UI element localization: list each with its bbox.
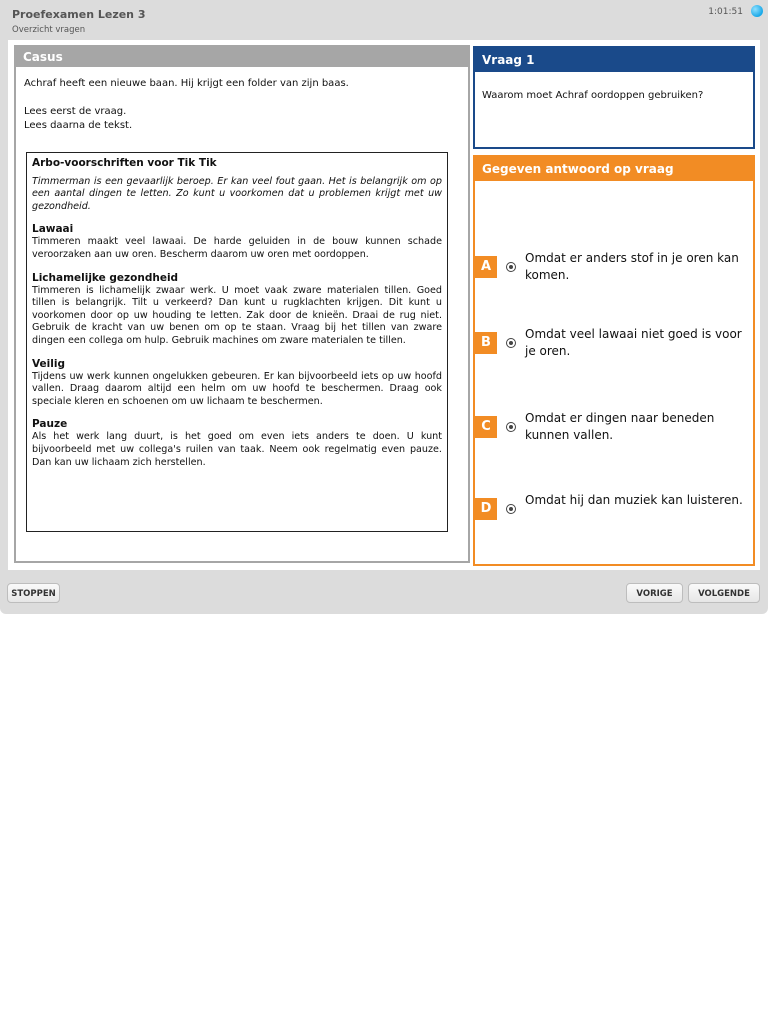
document-section bbox=[32, 223, 442, 261]
document-title: Arbo-voorschriften voor Tik Tik bbox=[32, 157, 217, 169]
reading-text-document bbox=[26, 152, 448, 532]
timer: 1:01:51 bbox=[708, 7, 743, 17]
casus-instruction-line: Lees eerst de vraag. bbox=[24, 106, 127, 117]
casus-intro-line: Achraf heeft een nieuwe baan. Hij krijgt een folder van zijn baas. bbox=[24, 78, 349, 89]
next-button[interactable]: VOLGENDE bbox=[688, 583, 760, 603]
section-body: Timmeren maakt veel lawaai. De harde geluiden in de bouw kunnen schade veroorzaken aan uw oren. Bescherm daarom uw oren met oordoppen. bbox=[32, 236, 442, 260]
stop-button[interactable]: STOPPEN bbox=[7, 583, 60, 603]
casus-panel bbox=[14, 45, 470, 563]
option-letter-badge[interactable]: A bbox=[475, 256, 497, 278]
header-bar bbox=[0, 0, 768, 40]
radio-button-icon[interactable] bbox=[506, 422, 516, 432]
exam-title: Proefexamen Lezen 3 bbox=[12, 8, 146, 21]
answers-heading: Gegeven antwoord op vraag bbox=[475, 157, 753, 181]
casus-intro bbox=[24, 77, 349, 133]
section-heading: Pauze bbox=[32, 418, 68, 431]
radio-button-icon[interactable] bbox=[506, 262, 516, 272]
section-body: Als het werk lang duurt, is het goed om even iets anders te doen. U kunt bijvoorbeeld met uw collega's ruilen van taak. Neem ook regelmatig even pauze. Dan kan uw lichaam zich herstellen. bbox=[32, 431, 442, 468]
section-body: Tijdens uw werk kunnen ongelukken gebeuren. Er kan bijvoorbeeld iets op uw hoofd vallen. Draag daarom altijd een helm om uw hoofd te beschermen. Draag ook speciale kleren en schoenen om uw lichaam te beschermen. bbox=[32, 370, 442, 407]
answers-panel bbox=[473, 155, 755, 566]
question-text: Waarom moet Achraf oordoppen gebruiken? bbox=[482, 90, 704, 101]
answer-option-b[interactable] bbox=[475, 327, 753, 372]
document-intro: Timmerman is een gevaarlijk beroep. Er kan veel fout gaan. Het is belangrijk om op een aantal dingen te letten. Zo kunt u voorkomen dat u problemen krijgt met uw gezondheid. bbox=[32, 175, 442, 212]
workspace bbox=[8, 40, 760, 570]
question-heading: Vraag 1 bbox=[475, 48, 753, 72]
option-text[interactable]: Omdat hij dan muziek kan luisteren. bbox=[525, 493, 743, 507]
option-text[interactable]: Omdat er dingen naar beneden kunnen vallen. bbox=[525, 411, 715, 442]
document-section bbox=[32, 272, 442, 348]
option-text[interactable]: Omdat er anders stof in je oren kan komen. bbox=[525, 251, 739, 282]
section-heading: Veilig bbox=[32, 357, 65, 370]
radio-button-icon[interactable] bbox=[506, 338, 516, 348]
section-heading: Lawaai bbox=[32, 223, 74, 236]
option-letter-badge[interactable]: B bbox=[475, 332, 497, 354]
casus-heading: Casus bbox=[16, 47, 468, 67]
question-panel bbox=[473, 46, 755, 149]
casus-instruction-line: Lees daarna de tekst. bbox=[24, 120, 133, 131]
status-indicator-icon bbox=[751, 5, 763, 17]
section-heading: Lichamelijke gezondheid bbox=[32, 271, 179, 284]
answer-option-a[interactable] bbox=[475, 251, 753, 296]
option-letter-badge[interactable]: C bbox=[475, 416, 497, 438]
previous-button[interactable]: VORIGE bbox=[626, 583, 683, 603]
radio-button-icon[interactable] bbox=[506, 504, 516, 514]
answer-option-c[interactable] bbox=[475, 411, 753, 456]
option-text[interactable]: Omdat veel lawaai niet goed is voor je oren. bbox=[525, 327, 742, 358]
answer-option-d[interactable] bbox=[475, 493, 753, 538]
option-letter-badge[interactable]: D bbox=[475, 498, 497, 520]
overview-questions-link[interactable]: Overzicht vragen bbox=[12, 25, 86, 35]
section-body: Timmeren is lichamelijk zwaar werk. U moet vaak zware materialen tillen. Goed tillen is belangrijk. Tilt u verkeerd? Dan kunt u rugklachten krijgen. Dit kunt u voorkomen door op uw houding te letten. Zak door de knieën. Draai de rug niet. Gebruik de kracht van uw benen om op te staan. Vraag bij het tillen van zware dingen een collega om hulp. Gebruik machines om zware materialen te tillen. bbox=[32, 284, 442, 346]
document-section bbox=[32, 418, 442, 469]
document-section bbox=[32, 358, 442, 409]
